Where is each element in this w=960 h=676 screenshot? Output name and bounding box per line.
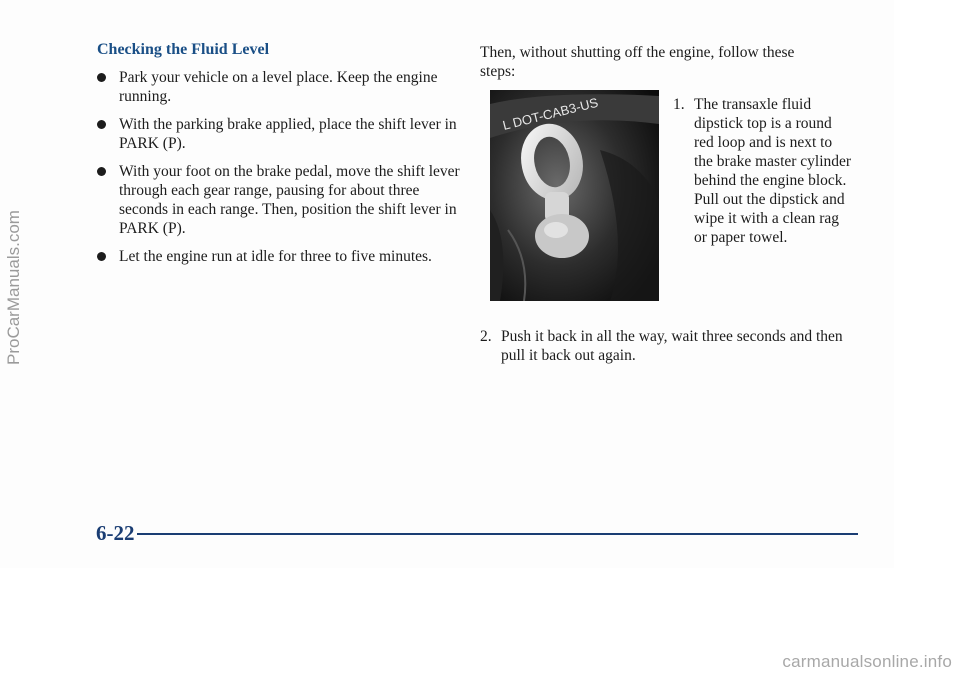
steps-intro: Then, without shutting off the engine, follow these steps:	[480, 44, 795, 80]
footer-rule	[137, 533, 858, 535]
step-item	[673, 95, 853, 247]
side-watermark: ProCarManuals.com	[4, 210, 23, 366]
step-item	[480, 327, 860, 365]
bullet-item	[97, 68, 467, 106]
bullet-icon	[97, 120, 106, 129]
bullet-icon	[97, 252, 106, 261]
bullet-list	[97, 68, 467, 275]
dipstick-photo	[490, 90, 659, 301]
bottom-watermark: carmanualsonline.info	[782, 652, 952, 671]
bullet-icon	[97, 167, 106, 176]
bullet-icon	[97, 73, 106, 82]
bullet-item	[97, 247, 467, 266]
cap-label: L DOT-CAB3-US	[501, 94, 600, 133]
section-heading: Checking the Fluid Level	[97, 41, 270, 58]
step-number: 2.	[480, 328, 492, 345]
page-number: 6-22	[96, 521, 135, 545]
bullet-item	[97, 162, 467, 238]
step-text: The transaxle fluid dipstick top is a round red loop and is next to the brake master cylinder behind the engine block. Pull out the dipstick and wipe it with a clean rag or paper towel.	[694, 96, 852, 246]
step-text: Push it back in all the way, wait three seconds and then pull it back out again.	[501, 328, 843, 364]
bullet-text: Park your vehicle on a level place. Keep the engine running.	[119, 69, 438, 105]
bullet-text: Let the engine run at idle for three to five minutes.	[119, 248, 432, 265]
dipstick-illustration	[490, 90, 659, 301]
step-number: 1.	[673, 96, 685, 113]
bullet-text: With your foot on the brake pedal, move the shift lever through each gear range, pausing for about three seconds in each range. Then, position the shift lever in PARK (P).	[119, 163, 460, 237]
bullet-item	[97, 115, 467, 153]
bullet-text: With the parking brake applied, place the shift lever in PARK (P).	[119, 116, 457, 152]
